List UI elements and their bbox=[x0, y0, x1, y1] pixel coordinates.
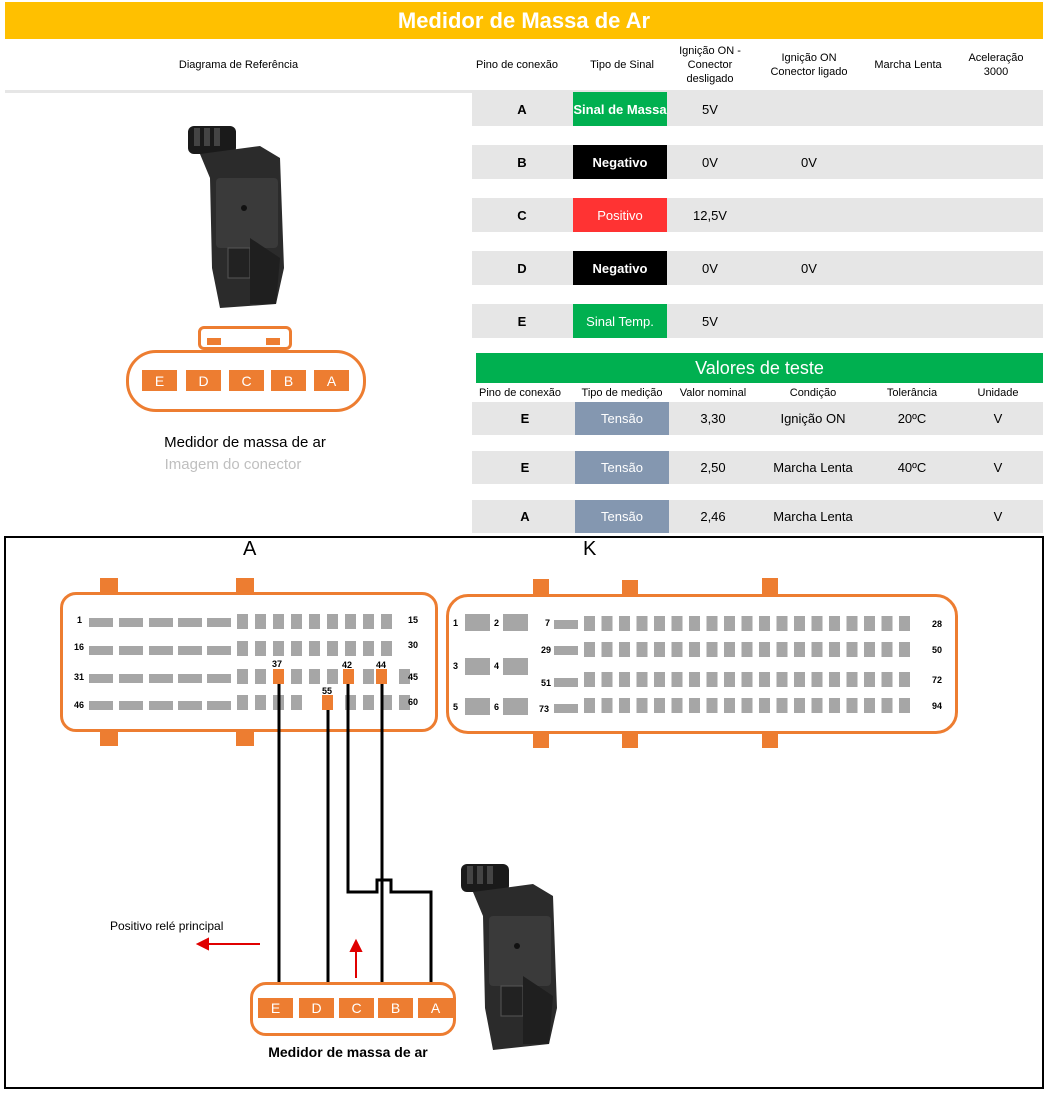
test-values-title: Valores de teste bbox=[476, 353, 1043, 383]
test-tolerance: 40ºC bbox=[897, 460, 927, 475]
test-condition: Marcha Lenta bbox=[773, 509, 853, 524]
pin-number: 31 bbox=[74, 672, 85, 682]
test-header-tolerance: Tolerância bbox=[886, 387, 938, 399]
pin-number: 15 bbox=[408, 615, 419, 625]
pin-number: 1 bbox=[453, 618, 459, 628]
header-signal-type: Tipo de Sinal bbox=[590, 59, 654, 71]
test-header-nominal: Valor nominal bbox=[679, 387, 747, 399]
ign-on-value: 0V bbox=[801, 154, 817, 170]
pin-number: 72 bbox=[932, 675, 943, 685]
pin-number: 2 bbox=[494, 618, 500, 628]
pin-number: 3 bbox=[453, 661, 459, 671]
pin-number-highlight: 44 bbox=[376, 660, 387, 670]
pin-number: 51 bbox=[541, 678, 552, 688]
header-ign-off: Ignição ON - Conector desligado bbox=[679, 45, 741, 85]
connector-caption: Imagem do conector bbox=[164, 456, 302, 473]
bottom-caption: Medidor de massa de ar bbox=[268, 1044, 428, 1060]
test-unit: V bbox=[993, 509, 1003, 524]
test-type-badge: Tensão bbox=[575, 402, 669, 435]
test-header-pin: Pino de conexão bbox=[479, 387, 561, 399]
pin-number: 73 bbox=[539, 704, 550, 714]
pin-number: 28 bbox=[932, 619, 943, 629]
ign-off-value: 12,5V bbox=[693, 207, 727, 223]
pin-number: 94 bbox=[932, 701, 943, 711]
pin-number: 5 bbox=[453, 702, 459, 712]
header-accel: Aceleração 3000 bbox=[968, 52, 1024, 78]
connector-pin: A bbox=[418, 998, 453, 1018]
pin-number: 6 bbox=[494, 702, 500, 712]
connector-pin: E bbox=[258, 998, 293, 1018]
pin-number: 50 bbox=[932, 645, 943, 655]
pin-c-arrow-icon bbox=[351, 941, 361, 951]
test-type-badge: Tensão bbox=[575, 500, 669, 533]
pin-number: 4 bbox=[494, 661, 500, 671]
signal-type-badge: Positivo bbox=[573, 198, 667, 232]
test-header-condition: Condição bbox=[789, 387, 837, 399]
ign-off-value: 5V bbox=[702, 101, 718, 117]
maf-sensor-icon bbox=[461, 864, 557, 1050]
connector-pin: A bbox=[314, 370, 349, 391]
relay-label: Positivo relé principal bbox=[110, 919, 224, 933]
pin-number: 29 bbox=[541, 645, 552, 655]
header-diagram-ref: Diagrama de Referência bbox=[178, 59, 299, 71]
pin-number: 1 bbox=[77, 615, 83, 625]
relay-arrow-icon bbox=[198, 939, 208, 949]
header-pin: Pino de conexão bbox=[476, 59, 558, 71]
connector-pin: C bbox=[229, 370, 264, 391]
pin-label: B bbox=[517, 154, 527, 170]
test-type-badge: Tensão bbox=[575, 451, 669, 484]
test-unit: V bbox=[993, 460, 1003, 475]
test-pin: E bbox=[520, 460, 530, 475]
test-pin: A bbox=[520, 509, 530, 524]
connector-pin: B bbox=[378, 998, 413, 1018]
signal-type-badge: Sinal de Massa bbox=[573, 92, 667, 126]
pin-number: 16 bbox=[74, 642, 85, 652]
ecu-connector-a-label: A bbox=[243, 538, 257, 560]
ign-off-value: 5V bbox=[702, 313, 718, 329]
pin-label: D bbox=[517, 260, 527, 276]
connector-pin: D bbox=[186, 370, 221, 391]
pin-label: E bbox=[517, 313, 527, 329]
signal-type-badge: Sinal Temp. bbox=[573, 304, 667, 338]
ecu-connector-k-label: K bbox=[583, 538, 597, 560]
maf-sensor-image-bottom bbox=[455, 858, 575, 1058]
pin-number: 46 bbox=[74, 700, 85, 710]
connector-pin: B bbox=[271, 370, 306, 391]
test-condition: Ignição ON bbox=[780, 411, 846, 426]
test-nominal: 2,50 bbox=[700, 460, 726, 475]
signal-type-badge: Negativo bbox=[573, 251, 667, 285]
pin-number: 30 bbox=[408, 640, 419, 650]
connector-pin: D bbox=[299, 998, 334, 1018]
test-condition: Marcha Lenta bbox=[773, 460, 853, 475]
pin-number-highlight: 42 bbox=[342, 660, 353, 670]
pin-number-highlight: 37 bbox=[272, 659, 283, 669]
pin-number: 45 bbox=[408, 672, 419, 682]
pin-label: C bbox=[517, 207, 527, 223]
test-unit: V bbox=[993, 411, 1003, 426]
pin-number: 7 bbox=[545, 618, 551, 628]
test-header-type: Tipo de medição bbox=[581, 387, 663, 399]
pin-number-highlight: 55 bbox=[322, 686, 333, 696]
ign-off-value: 0V bbox=[702, 260, 718, 276]
header-idle: Marcha Lenta bbox=[874, 59, 942, 71]
signal-type-badge: Negativo bbox=[573, 145, 667, 179]
wire-pin-42-a bbox=[348, 684, 431, 985]
ign-on-value: 0V bbox=[801, 260, 817, 276]
pin-number: 60 bbox=[408, 697, 419, 707]
ign-off-value: 0V bbox=[702, 154, 718, 170]
page-title: Medidor de Massa de Ar bbox=[5, 2, 1043, 39]
header-ign-on: Ignição ON Conector ligado bbox=[770, 52, 848, 78]
connector-pin: C bbox=[339, 998, 374, 1018]
test-header-unit: Unidade bbox=[977, 387, 1019, 399]
connector-pin: E bbox=[142, 370, 177, 391]
test-nominal: 3,30 bbox=[700, 411, 726, 426]
sensor-caption: Medidor de massa de ar bbox=[164, 434, 326, 451]
pin-label: A bbox=[517, 101, 527, 117]
test-tolerance: 20ºC bbox=[897, 411, 927, 426]
test-nominal: 2,46 bbox=[700, 509, 726, 524]
test-pin: E bbox=[520, 411, 530, 426]
